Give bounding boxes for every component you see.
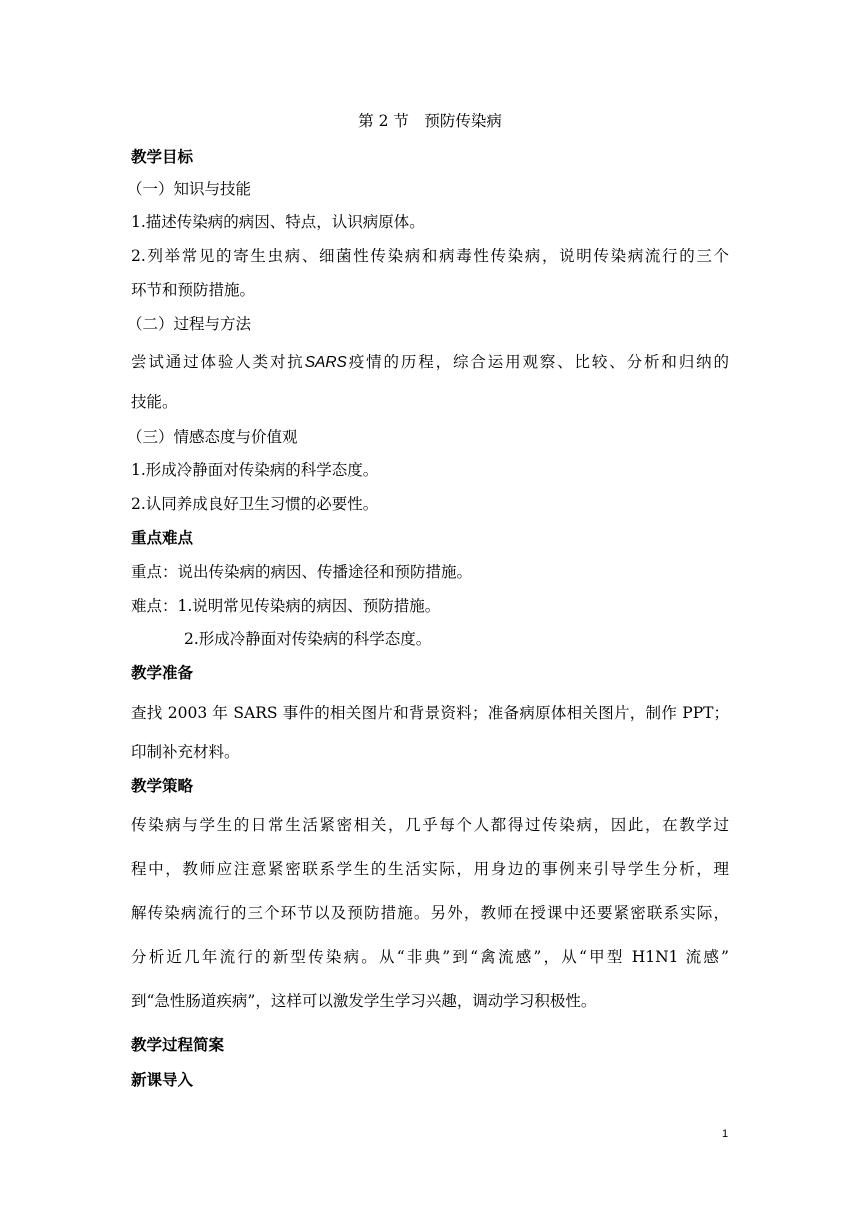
process-line-1-post: 疫情的历程，综合运用观察、比较、分析和归纳的 bbox=[346, 353, 729, 371]
difficult-point-2: 2.形成冷静面对传染病的科学态度。 bbox=[184, 630, 432, 648]
strategy-line-3: 解传染病流行的三个环节以及预防措施。另外，教师在授课中还要紧密联系实际， bbox=[131, 904, 729, 922]
section-title: 第 2 节 预防传染病 bbox=[358, 112, 502, 130]
knowledge-item-2-line-1: 2.列举常见的寄生虫病、细菌性传染病和病毒性传染病，说明传染病流行的三个 bbox=[131, 247, 729, 265]
knowledge-item-1: 1.描述传染病的病因、特点，认识病原体。 bbox=[131, 213, 425, 231]
strategy-line-1: 传染病与学生的日常生活紧密相关，几乎每个人都得过传染病，因此，在教学过 bbox=[131, 816, 729, 834]
intro-heading: 新课导入 bbox=[131, 1070, 194, 1089]
strategy-heading: 教学策略 bbox=[131, 776, 194, 795]
key-point: 重点：说出传染病的病因、传播途径和预防措施。 bbox=[131, 563, 473, 581]
process-line-2: 技能。 bbox=[131, 393, 178, 411]
prep-line-2: 印制补充材料。 bbox=[131, 743, 240, 761]
process-line-1-pre: 尝试通过体验人类对抗 bbox=[131, 353, 305, 371]
knowledge-item-2-line-2: 环节和预防措施。 bbox=[131, 281, 256, 299]
emotion-item-1: 1.形成冷静面对传染病的科学态度。 bbox=[131, 461, 379, 479]
goals-heading: 教学目标 bbox=[131, 147, 194, 166]
strategy-line-2: 程中，教师应注意紧密联系学生的生活实际，用身边的事例来引导学生分析，理 bbox=[131, 860, 729, 878]
emotion-heading: （三）情感态度与价值观 bbox=[127, 428, 298, 446]
strategy-line-4: 分析近几年流行的新型传染病。从“非典”到“禽流感”，从“甲型 H1N1 流感” bbox=[131, 948, 729, 966]
difficult-point-1: 难点：1.说明常见传染病的病因、预防措施。 bbox=[131, 597, 441, 615]
knowledge-heading: （一）知识与技能 bbox=[127, 180, 252, 198]
process-heading: （二）过程与方法 bbox=[127, 315, 252, 333]
emotion-item-2: 2.认同养成良好卫生习惯的必要性。 bbox=[131, 495, 379, 513]
prep-heading: 教学准备 bbox=[131, 663, 194, 682]
prep-line-1: 查找 2003 年 SARS 事件的相关图片和背景资料；准备病原体相关图片，制作 PPT； bbox=[131, 704, 729, 722]
process-line-1 bbox=[131, 351, 729, 374]
page-number: 1 bbox=[722, 1128, 729, 1140]
key-heading: 重点难点 bbox=[131, 528, 194, 547]
strategy-line-5: 到“急性肠道疾病”，这样可以激发学生学习兴趣，调动学习积极性。 bbox=[131, 992, 597, 1010]
sars-term: SARS bbox=[304, 354, 347, 371]
process-summary-heading: 教学过程简案 bbox=[131, 1035, 225, 1054]
